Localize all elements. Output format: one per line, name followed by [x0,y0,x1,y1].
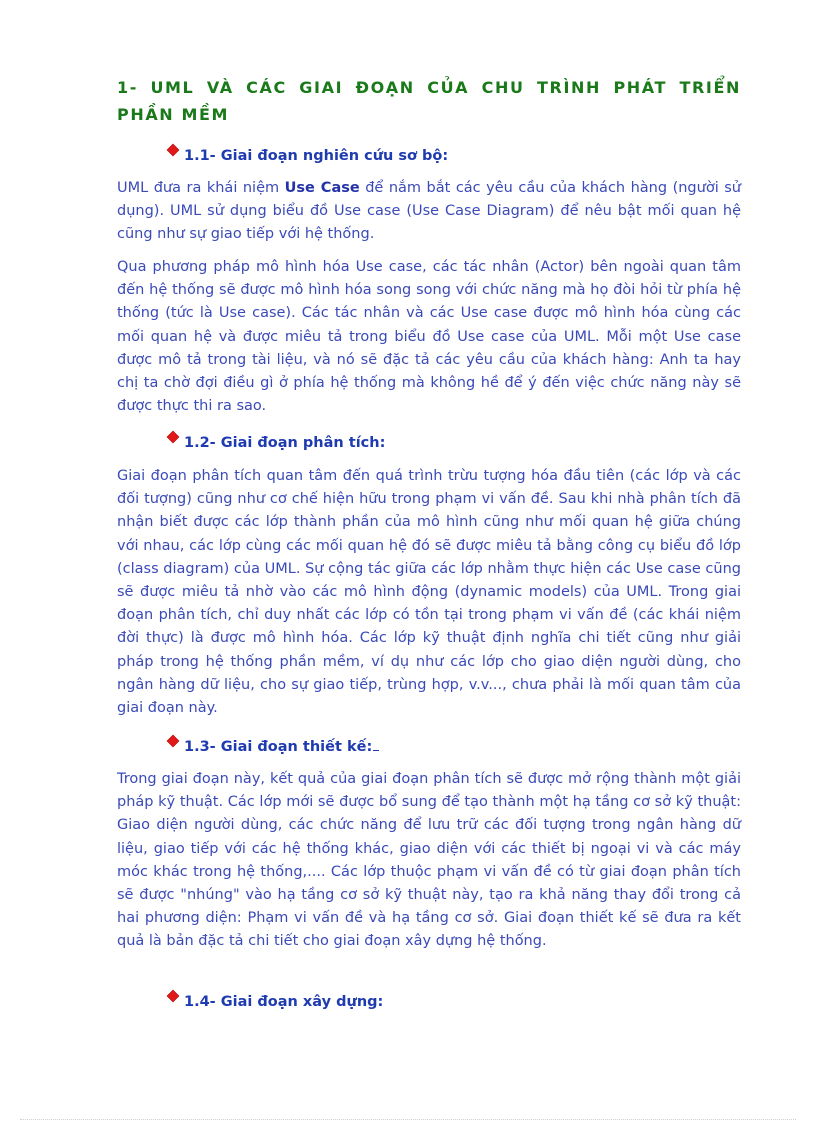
paragraph-1-2: Giai đoạn phân tích quan tâm đến quá trình trừu tượng hóa đầu tiên (các lớp và các đối tượng) cũng như cơ chế hiện hữu trong phạm vi vấn đề. Sau khi nhà phân tích đã nhận biết được các lớp thành phần của mô hình cũng như mối quan hệ giữa chúng với nhau, các lớp cùng các mối quan hệ đó sẽ được miêu tả bằng công cụ biểu đồ lớp (class diagram) của UML. Sự cộng tác giữa các lớp nhằm thực hiện các Use case cũng sẽ được miêu tả nhờ vào các mô hình động (dynamic models) của UML. Trong giai đoạn phân tích, chỉ duy nhất các lớp có tồn tại trong phạm vi vấn đề (các khái niệm đời thực) là được mô hình hóa. Các lớp kỹ thuật định nghĩa chi tiết cũng như giải pháp trong hệ thống phần mềm, ví dụ như các lớp cho giao diện người dùng, cho ngân hàng dữ liệu, cho sự giao tiếp, trùng hợp, v.v..., chưa phải là mối quan tâm của giai đoạn này. [117,468,741,717]
paragraph-text: UML đưa ra khái niệm [117,180,285,196]
main-heading: 1- UML VÀ CÁC GIAI ĐOẠN CỦA CHU TRÌNH PHÁT TRIỂN PHẦN MỀM [117,78,741,124]
section-heading-text: 1.2- Giai đoạn phân tích: [184,435,386,451]
section-heading-text: 1.1- Giai đoạn nghiên cứu sơ bộ: [184,148,449,164]
section-heading-1-2 [167,433,385,453]
section-heading-text: 1.4- Giai đoạn xây dựng: [184,994,384,1010]
red-diamond-bullet-icon [167,735,178,746]
page-bottom-divider [20,1119,796,1120]
use-case-term: Use Case [284,180,360,196]
cursor-underscore [373,736,379,751]
section-heading-1-1 [167,146,448,166]
section-heading-text: 1.3- Giai đoạn thiết kế: [184,739,373,755]
section-heading-1-4 [167,992,383,1012]
paragraph-text: để nắm bắt các yêu cầu của khách hàng (người sử dụng). UML sử dụng biểu đồ Use case (Use Case Diagram) để nêu bật mối quan hệ cũng như sự giao tiếp với hệ thống. [117,180,741,243]
red-diamond-bullet-icon [167,144,178,155]
paragraph-1-1-b: Qua phương pháp mô hình hóa Use case, các tác nhân (Actor) bên ngoài quan tâm đến hệ thống sẽ được mô hình hóa song song với chức năng mà họ đòi hỏi từ phía hệ thống (tức là Use case). Các tác nhân và các Use case được mô hình hóa cùng các mối quan hệ và được miêu tả trong biểu đồ Use case của UML. Mỗi một Use case được mô tả trong tài liệu, và nó sẽ đặc tả các yêu cầu của khách hàng: Anh ta hay chị ta chờ đợi điều gì ở phía hệ thống mà không hề để ý đến việc chức năng này sẽ được thực thi ra sao. [117,259,741,415]
paragraph-1-3: Trong giai đoạn này, kết quả của giai đoạn phân tích sẽ được mở rộng thành một giải pháp kỹ thuật. Các lớp mới sẽ được bổ sung để tạo thành một hạ tầng cơ sở kỹ thuật: Giao diện người dùng, các chức năng để lưu trữ các đối tượng trong ngân hàng dữ liệu, giao tiếp với các hệ thống khác, giao diện với các thiết bị ngoại vi và các máy móc khác trong hệ thống,.... Các lớp thuộc phạm vi vấn đề có từ giai đoạn phân tích sẽ được "nhúng" vào hạ tầng cơ sở kỹ thuật này, tạo ra khả năng thay đổi trong cả hai phương diện: Phạm vi vấn đề và hạ tầng cơ sở. Giai đoạn thiết kế sẽ đưa ra kết quả là bản đặc tả chi tiết cho giai đoạn xây dựng hệ thống. [117,771,741,950]
section-heading-1-3 [167,736,379,757]
paragraph-1-1-a [117,177,741,247]
red-diamond-bullet-icon [167,990,178,1001]
red-diamond-bullet-icon [167,431,178,442]
